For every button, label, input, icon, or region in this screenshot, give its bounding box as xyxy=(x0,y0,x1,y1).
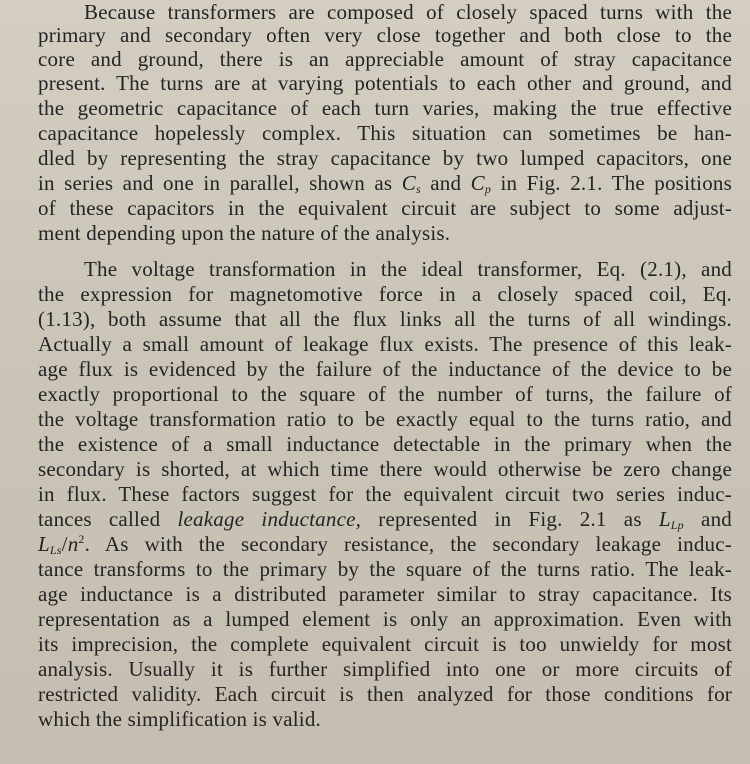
text-segment: and xyxy=(683,507,732,531)
text-line: (1.13), both assume that all the flux links all the turns of all windings. xyxy=(38,307,732,331)
text-segment: . As with the secondary resistance, the secondary leakage induc- xyxy=(84,532,732,556)
symbol-c: C xyxy=(470,171,485,195)
text-segment: represented in Fig. 2.1 as xyxy=(361,507,659,531)
text-line: of these capacitors in the equivalent circuit are subject to some adjust- xyxy=(38,196,732,220)
text-line xyxy=(38,171,732,195)
text-line: in flux. These factors suggest for the equivalent circuit two series induc- xyxy=(38,482,732,506)
text-line: the geometric capacitance of each turn varies, making the true effective xyxy=(38,96,732,120)
text-segment: in Fig. 2.1. The positions xyxy=(491,171,732,195)
text-segment: and xyxy=(420,171,471,195)
text-line: primary and secondary often very close together and both close to the xyxy=(38,23,732,47)
text-line xyxy=(38,507,732,531)
symbol-c: C xyxy=(401,171,416,195)
text-line: tance transforms to the primary by the square of the turns ratio. The leak- xyxy=(38,557,732,581)
text-line: dled by representing the stray capacitance by two lumped capacitors, one xyxy=(38,146,732,170)
text-line: which the simplification is valid. xyxy=(38,707,322,731)
slash-symbol: / xyxy=(61,532,68,556)
subscript-s: s xyxy=(415,182,421,196)
subscript-ls: Ls xyxy=(49,543,62,557)
text-line: Because transformers are composed of closely spaced turns with the xyxy=(84,0,732,24)
text-line: Actually a small amount of leakage flux exists. The presence of this leak- xyxy=(38,332,732,356)
superscript-2: 2 xyxy=(78,532,85,546)
text-line: restricted validity. Each circuit is then analyzed for those conditions for xyxy=(38,682,732,706)
text-line: exactly proportional to the square of the number of turns, the failure of xyxy=(38,382,732,406)
text-line: ment depending upon the nature of the analysis. xyxy=(38,221,451,245)
symbol-l: L xyxy=(658,507,671,531)
text-segment: in series and one in parallel, shown as xyxy=(38,171,402,195)
text-line: age flux is evidenced by the failure of the inductance of the device to be xyxy=(38,357,732,381)
text-line: The voltage transformation in the ideal transformer, Eq. (2.1), and xyxy=(84,257,732,281)
text-line: core and ground, there is an appreciable amount of stray capacitance xyxy=(38,47,732,71)
text-line: capacitance hopelessly complex. This situation can sometimes be han- xyxy=(38,121,732,145)
text-line: its imprecision, the complete equivalent circuit is too unwieldy for most xyxy=(38,632,732,656)
symbol-l: L xyxy=(38,532,50,556)
text-line xyxy=(38,532,732,556)
text-segment: tances called xyxy=(38,507,178,531)
text-line: the existence of a small inductance detectable in the primary when the xyxy=(38,432,732,456)
subscript-p: p xyxy=(484,182,492,196)
symbol-n: n xyxy=(67,532,79,556)
text-line: age inductance is a distributed parameter similar to stray capacitance. Its xyxy=(38,582,732,606)
text-line: analysis. Usually it is further simplified into one or more circuits of xyxy=(38,657,732,681)
text-line: secondary is shorted, at which time there would otherwise be zero change xyxy=(38,457,732,481)
text-line: present. The turns are at varying potentials to each other and ground, and xyxy=(38,71,732,95)
text-line: the expression for magnetomotive force in a closely spaced coil, Eq. xyxy=(38,282,732,306)
subscript-lp: Lp xyxy=(670,518,684,532)
text-line: representation as a lumped element is only an approximation. Even with xyxy=(38,607,732,631)
text-line: the voltage transformation ratio to be exactly equal to the turns ratio, and xyxy=(38,407,732,431)
italic-term: leakage inductance, xyxy=(177,507,362,531)
